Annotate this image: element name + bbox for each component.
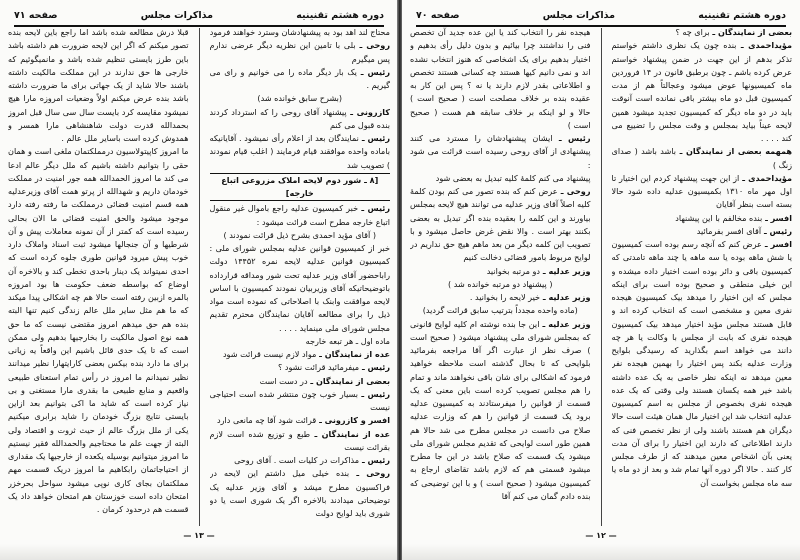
speaker-name: رئیس ـ (356, 66, 390, 77)
text-paragraph: ما امروز کاپیتولاسیون درمملکتمان ملغی است و همان حقی را بتوانیم داشته باشیم که ملل دیگر عالم ادعا می کند ما امروز الحمدالله همه جور امنیت در مملکت خودمان داریم و شهدالله از پرتو همت آقای وزیرعدلیه همه قسم امنیت قضائی درمملکت ما رفته رفته دارد موجود میشود والحق امنیت قضائی ما الان بحالی رسیده است که کمتر از آن نمونه معاملات پیش و آن شرطیها و آن جنجالها میشود ثبت اسناد واملاک دارد خوب پیش میرود قوانین طوری جلوه کرده است که احدی نمیتواند یک دینار باحدی تخطی کند و بالاخره آن اوضاع که بواسطه ضعف حکومت ها بود امروزه بالمره ازبین رفته است حالا هم چه اشکالی پیدا میکند که ما هم مثل سایر ملل عالم زندگی کنیم تنها البته بنده هم حق میدهم امروز مقتضی نیست که ما حق همه نوع اصول مالکیت را بخارجیها بدهیم ولی ممکن است که تا یک حدی قائل باشیم این واقعاً یه زیانی برای ما دارد بنده بیکس بعضی کارایتهارا نظیر میدانند نظیر نمیدانم ما امروز در رأس تمام استعنای طبیعی واقعیم و منابع طبیعی ما بقدری مارا مستغنی و بی نیاز کرده است که شاید ما اکی بتوانیم بعد ازاین بایستی نتایج بزرگ خودمان را شاید برابری میکنیم یکی از ملل بزرگ عالم از حیث ثروت و اقتصاد ولی البته از جهت علم ما محتاجیم والحمدالله فقیر نیستیم ما امروز میتوانیم بوسیله یکعده از خارجیها یک مقداری از احتیاجاتمان رابکاهیم ما امروز دریک قسمت مهم مملکتمان بجای کاری نوپی میشود سواحل بحرخزر امتحان داده است خوزستان هم امتحان خواهد داد یک قسمت هم درحدود کرمان . (8, 146, 189, 514)
speech-paragraph: وزیر عدلیه ـ دو مرتبه بخوانید (486, 265, 591, 276)
section-heading: [۸ ـ شور دوم لایحه املاک مزروعی اتباع خارجه] (210, 173, 391, 202)
speaker-name: همهمه بعضی از نمایندگان ـ (676, 146, 792, 157)
speaker-name: افسر ـ (762, 212, 792, 223)
speaker-name: بعضی از نمایندگان ـ (307, 375, 390, 386)
page-footer-number: — ۱۳ — (183, 531, 215, 540)
column-divider (199, 28, 200, 526)
speaker-name: روحی ـ (355, 40, 390, 51)
column-left (410, 26, 591, 526)
speech-paragraph: وزیر عدلیه ـ این جا بنده نوشته ام کلیه لوایح قانونی که بمجلس شورای ملی پیشنهاد میشود ( صحیح است ) صرف نظر از عبارت اگر آقا مراجعه بفرمائید بلوایحی که تا بحال گذشته است ملاحظه خواهید فرمود که اشکالی برای شان باقی نخواهند ماند و تمام را هم مجلس تصویب کرده است باین معنی که یک قسمت از قوانین را میفرستادند به کمیسیون عدلیه برود یک قسمت از قوانین را هم که وزارت عدلیه صلاح می دانست در مجلس مطرح می شد حالا هم همین طور است لوایحی که تقدیم مجلس شورای ملی میشود یک قسمت که صلاح باشد در این جا مطرح میشود قسمتی هم که لازم باشد تقاضای ارجاع به کمیسیون میشود ( صحیح است ) و با این توضیحی که بنده دادم گمان می کنم آقا (410, 318, 591, 501)
speech-paragraph: افسر ـ بنده مخالفم با این پیشنهاد (675, 212, 792, 223)
speaker-name: وزیر عدلیه ـ (540, 292, 591, 302)
speaker-name: مؤیداحمدی ـ (736, 40, 792, 51)
text-paragraph: پیشنهاد می کنم کلمهٔ کلیه تبدیل به بعضی شود (435, 172, 591, 183)
speaker-name: روحی ـ (349, 468, 390, 479)
column-right (210, 26, 391, 526)
speech-paragraph: کازرونی ـ پیشنهاد آقای روحی را که استرداد کردند بنده قبول می کنم (209, 106, 390, 130)
running-title: مذاکرات مجلس (542, 9, 616, 21)
speech-paragraph: رئیس ـ مذاکرات در کلیات است . آقای روحی (234, 455, 390, 465)
speech-paragraph: رئیس ـ آقای افسر بفرمائید (696, 225, 792, 236)
speech-paragraph: وزیر عدلیه ـ خیر لایحه را بخوانید . (469, 292, 591, 302)
speaker-name: کازرونی ـ (346, 106, 390, 117)
speaker-name: رئیس ـ (552, 133, 591, 143)
speech-paragraph: عده از نمایندگان ـ مواد لازم نیست قرائت شود (222, 349, 390, 359)
speaker-name: روحی ـ (557, 186, 591, 196)
speech-paragraph: بعضی از نمایندگان ـ در دست است (259, 375, 390, 386)
page-71 (0, 0, 398, 560)
speaker-name: افسر ـ (761, 239, 792, 249)
speaker-name: رئیس ـ (358, 203, 390, 214)
page-edge-shadow (0, 544, 398, 560)
speaker-name: رئیس ـ (358, 388, 390, 399)
running-title: مذاکرات مجلس (140, 9, 214, 21)
columns (410, 26, 792, 526)
speaker-name: عده از نمایندگان ـ (316, 349, 390, 359)
text-paragraph: خبر از کمیسیون قوانین عدلیه بمجلس شورای ملی : کمیسیون قوانین عدلیه لایحه نمره ۱۴۴۵۲ دولت راباحضور آقای وزیر عدلیه تحت شور ومداقه قرارداده باتوضیحاتیکه آقای وزیربیان نمودند کمیسیون با اساس لایحه موافقت وابنک با اصلاحاتی که نموده است مواد ذیل را برای مطالعه آقایان نمایندگان محترم تقدیم مجلس شورای ملی مینماید . . . . (209, 243, 390, 333)
speech-paragraph: روحی ـ بنده خیلی میل داشتم این لایحه در فراکسیون مطرح میشد و آقای وزیر عدلیه یک توضیحاتی میدادند بالاخره اگر یک شوری است یا دو شوری باید لوایح دولت (209, 468, 390, 518)
column-left (8, 26, 189, 526)
speech-paragraph: رئیس ـ نمایندگان بعد از اعلام رأی نمیشود . آقایانیکه باماده واحده موافقند قیام فرمایند ( اغلب قیام نمودند ) تصویب شد (209, 133, 390, 170)
text-paragraph: ماده اول ـ هر تبعه خارجه (305, 335, 390, 346)
page-header (14, 6, 384, 24)
speaker-name: افسر و کازرونی ـ (316, 415, 390, 426)
speech-paragraph: افسر ـ عرض کنم که آنچه رسم بوده است کمیسیون یا شش ماهه بوده یا سه ماهه یا چند ماهه تامدتی که کمیسیون باقی و دائر بوده است اختیار داده میشده و این خیلی منطقی و صحیح بوده است برای اینکه مجلس که این اختیار را میدهد بیک کمیسیون هیجده نفری معین و مشخصی است که انتخاب کرده اند و قابل هستند مجلس مؤبد اختیار میدهد بیک کمیسیون هیجده نفری که بابت از مجلس با وکالت یا هر چه دانند می خواهد اسم بگذارید که رسیدگی بلوایح وزارت عدلیه بکند پس اختیار را بهمین هیجده نفر معین میدهد نه اینکه نظر خاصی به یک عده داشته باشد خیر همه یکسان هستند ولی وقتی که یک عده هیجده نفری بخصوص از مجلس به اسم کمیسیون عدلیه انتخاب شد این اختیار مال همان هیئت است حالا دیگران هم هستند باشند ولی از نظر تخصص فنی که دارند اطلاعاتی که دارند این اختیار را برای آن مدت یعنی بآن اشخاص معین میدهند که از طرف مجلس کار کنند . حالا اگر دوره آنها تمام شد و بعد از دو ماه یا سه ماه مجلس بخواست آن (611, 239, 792, 488)
procedural-note: (بشرح سابق خوانده شد) (257, 93, 343, 104)
procedural-note: ( پیشنهاد دو مرتبه خوانده شد ) (448, 278, 553, 289)
speech-paragraph: رئیس ـ میفرمائید قرائت نشود ؟ (278, 362, 390, 373)
speaker-name: رئیس ـ (358, 133, 390, 143)
column-divider (601, 28, 602, 526)
speech-paragraph: عده از نمایندگان ـ طبع و توزیع شده است لازم بقرائت نیست (209, 428, 390, 452)
column-right (612, 26, 793, 526)
page-footer-number: — ۱۲ — (585, 531, 617, 540)
procedural-note: (ماده واحده مجدداً بترتیب سابق قرائت گردید) (422, 305, 578, 316)
speaker-name: عده از نمایندگان ـ (310, 428, 390, 439)
page-number-label: صفحه ۷۱ (14, 9, 58, 21)
speaker-name: وزیر عدلیه ـ (539, 318, 591, 329)
columns (8, 26, 390, 526)
speech-paragraph: رئیس ـ بسیار خوب چون منتشر شده است احتیاجی نیست (209, 388, 390, 412)
page-number-label: صفحه ۷۰ (416, 9, 460, 21)
text-paragraph: محتاج لند اهد بود به پیشنهادشان وسترد خواهند فرمود (209, 27, 390, 37)
speaker-name: رئیس ـ (359, 455, 390, 465)
speech-paragraph: افسر و کازرونی ـ قرائت شود آقا چه مانعی دارد (217, 415, 390, 426)
procedural-note: ( آقای مؤید احمدی بشرح ذیل قرائت نمودند ) (223, 229, 376, 240)
text-paragraph: هیجده نفر را انتخاب کند یا این عده جدید آن تخصص فنی را نداشتند چرا بیائیم و بدون دلیل رأی بدهیم و اختیار بدهیم برای یک اشخاصی که هنوز انتخاب نشده اند و نمی دانیم کیها هستند چه کسانی هستند تخصص و اطلاعاتی بقدر لازم دارند یا نه ؟ پس این کار به عقیده بنده بر خلاف مصلحت است ( صحیح است ) حالا و لو اینکه بر خلاف سابقه هم هست ( صحیح است ) (410, 27, 591, 130)
session-label: دوره هشتم تقنینیه (698, 9, 786, 21)
page-70 (402, 0, 800, 560)
page-header (416, 6, 786, 24)
speech-paragraph: روحی ـ بلی با تامین این نظریه دیگر عرضی ندارم پس میگیرم (209, 40, 390, 64)
speech-paragraph: رئیس ـ یک بار دیگر ماده را می خوانیم و رای می گیریم . (209, 66, 390, 90)
speech-paragraph: مؤیداحمدی ـ بنده چون یک نظری داشتم خواستم تذکر بدهم از این جهت در ضمن پیشنهاد خواستم عرض کرده باشم ـ چون برطبق قانون در ۱۴ فروردین ماه کمیسیونها عوض میشود وعجالتاً هم از مدت کمیسیون قبل دو ماه بیشتر باقی نمانده است آنوقت باید در دو ماه دیگر که کمیسیون تجدید میشود همین لایحه عیناً بیاید بمجلس و وقت مجلس را تضییع می کند . . . . (611, 40, 792, 143)
speaker-name: وزیر عدلیه ـ (540, 265, 591, 276)
speaker-name: بعضی از نمایندگان ـ (709, 27, 792, 37)
speaker-name: مؤیداحمدی ـ (739, 172, 792, 183)
session-label: دوره هشتم تقنینیه (296, 9, 384, 21)
speech-paragraph: همهمه بعضی از نمایندگان ـ باشد باشد ( صدای زنگ ) (611, 146, 792, 170)
text-paragraph: قبلا درش مطالعه شده باشد اما راجع باین لایحه بنده تصور میکنم که اگر این لایحه ضرورت هم داشته باشد باین طرز بایستی تنظیم شده باشد و مانمیگوئیم که خارجی ها حق ندارند در این مملکت مالکیت داشته باشند حالا شاید از یک جهاتی برای ما ضرورت داشته باشد بنده عرض میکنم اولاً وضعیات امروزه مارا هیچ نمیشود مقایسه کرد بایست سال سی سال قبل امروز بحمدالله قدرت دولت شاهنشاهی مارا همسر و همدوش کرده است باسایر ملل عالم . (8, 27, 189, 143)
speech-paragraph: بعضی از نمایندگان ـ برای چه ؟ (675, 27, 792, 37)
speech-paragraph: رئیس ـ ایشان پیشنهادشان را مسترد می کنند پیشنهادی از آقای روحی رسیده است قرائت می شود : (410, 133, 591, 170)
speech-paragraph: رئیس ـ خبر کمیسیون عدلیه راجع باموال غیر منقول اتباع خارجه مطرح است قرائت میشود : (209, 203, 390, 227)
speech-paragraph: روحی ـ عرض کنم که بنده تصور می کنم بودن کلمهٔ کلیه اصلاً آقای وزیر عدلیه می توانند هیچ لایحه بمجلس بیاورند و این کلمه را بعقیده بنده اگر تبدیل به بعضی بکنند بهتر است . والا نقض غرض حاصل میشود و با تصویب این کلمه دیگر من بعد ماهم هیچ حق نداریم در لوایح مربوط بامور قضائی دخالت کنیم (410, 186, 591, 263)
page-edge-shadow (402, 544, 800, 560)
speaker-name: رئیس ـ (359, 362, 390, 373)
speech-paragraph: مؤیداحمدی ـ از این جهت پیشنهاد کردم این اختیار تا اول مهر ماه ۱۳۱۰ بکمیسیون عدلیه داده شود حالا بسته است بنظر آقایان (611, 172, 792, 210)
speaker-name: رئیس ـ (761, 225, 792, 236)
